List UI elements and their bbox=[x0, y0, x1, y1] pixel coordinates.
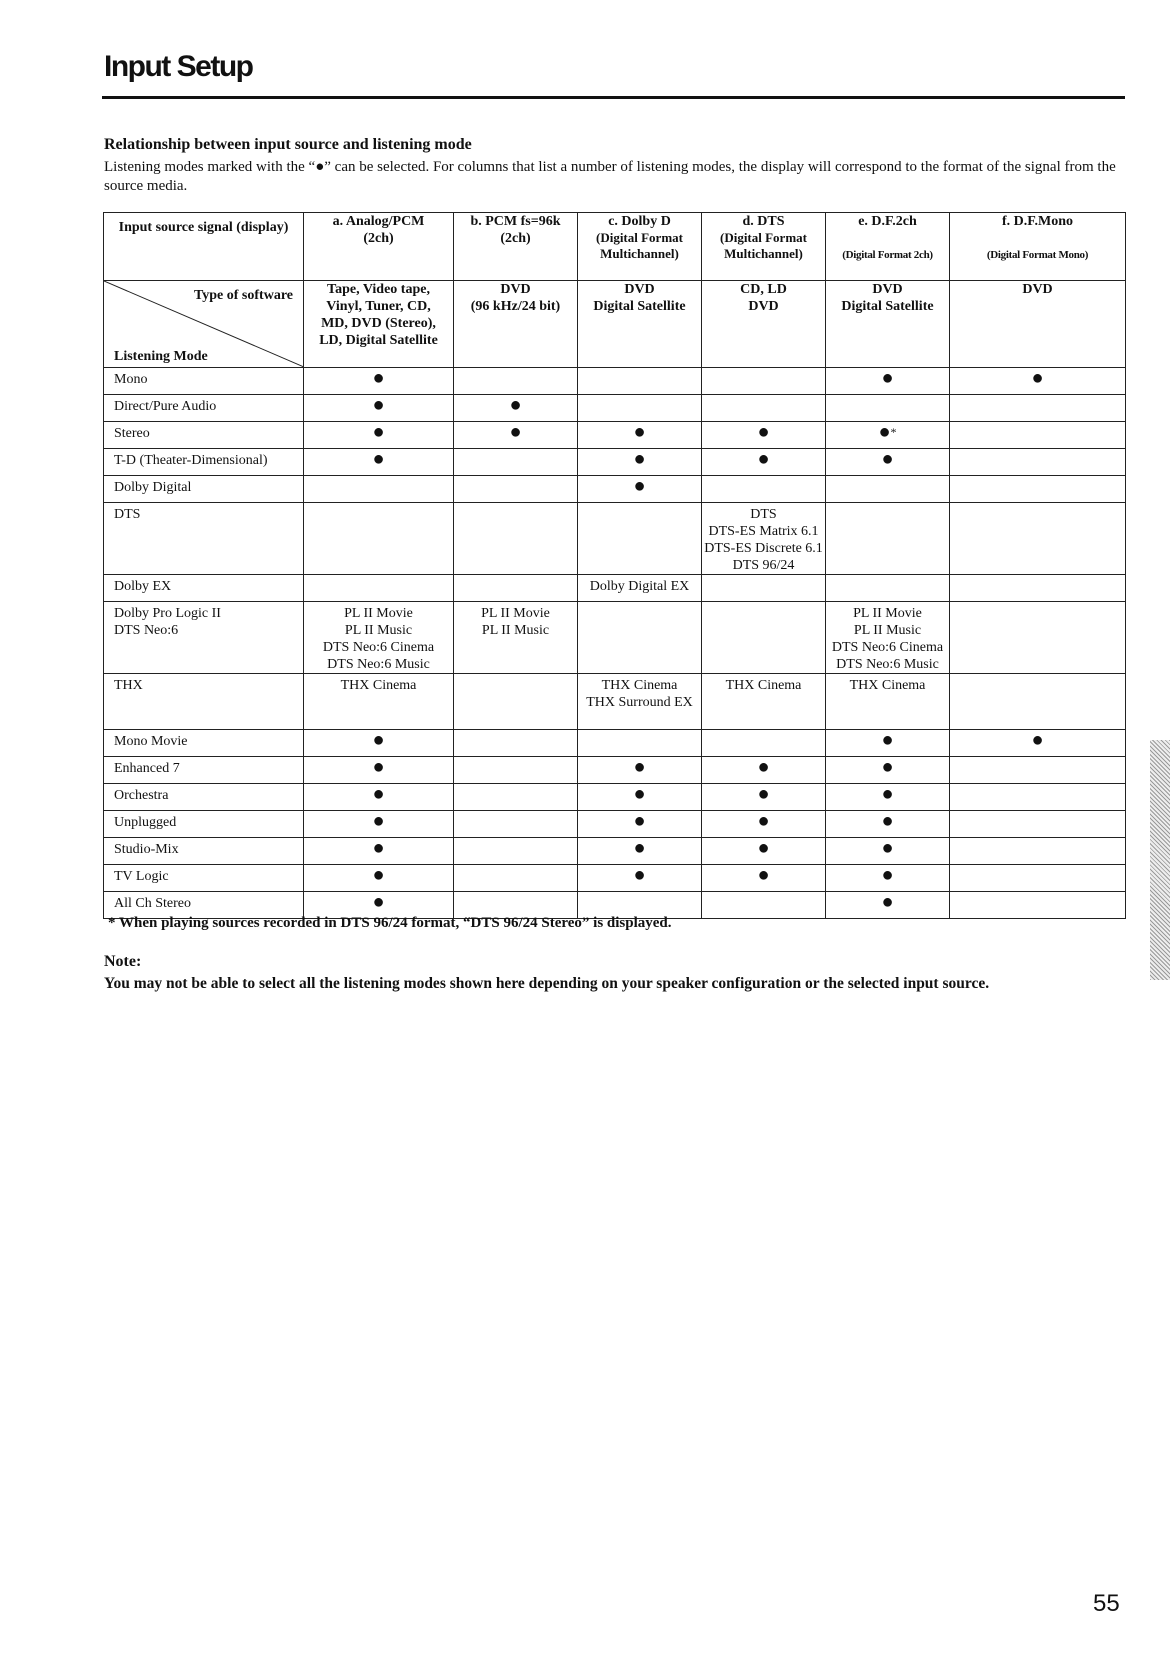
mode-row-mono-movie bbox=[104, 730, 1126, 757]
column-header-b: b. PCM fs=96k (2ch) bbox=[454, 213, 578, 281]
software-c: DVD Digital Satellite bbox=[578, 281, 702, 368]
mode-name: Stereo bbox=[104, 422, 304, 449]
mode-name-pair: Dolby Pro Logic II DTS Neo:6 bbox=[104, 602, 304, 674]
bullet: ● bbox=[578, 838, 702, 865]
bullet: ● bbox=[702, 422, 826, 449]
bullet: ● bbox=[304, 395, 454, 422]
mode-name: Orchestra bbox=[104, 784, 304, 811]
type-of-software-label: Type of software bbox=[193, 288, 293, 303]
input-source-header: Input source signal (display) bbox=[104, 213, 304, 281]
page-number: 55 bbox=[1093, 1590, 1120, 1617]
side-index-tab bbox=[1150, 740, 1170, 980]
mode-row-stereo bbox=[104, 422, 1126, 449]
mode-row-dolby-ex bbox=[104, 575, 1126, 602]
bullet: ● bbox=[950, 368, 1126, 395]
bullet: ● bbox=[304, 368, 454, 395]
mode-row-mono bbox=[104, 368, 1126, 395]
bullet: ● bbox=[826, 811, 950, 838]
title-rule bbox=[102, 96, 1125, 99]
dts-mode-list: DTS DTS-ES Matrix 6.1 DTS-ES Discrete 6.1 DTS 96/24 bbox=[702, 503, 826, 575]
pl2-modes-a: PL II Movie PL II Music DTS Neo:6 Cinema DTS Neo:6 Music bbox=[304, 602, 454, 674]
software-b: DVD (96 kHz/24 bit) bbox=[454, 281, 578, 368]
bullet: ● bbox=[826, 838, 950, 865]
bullet: ● bbox=[702, 865, 826, 892]
bullet: ● bbox=[304, 757, 454, 784]
column-header-f: f. D.F.Mono (Digital Format Mono) bbox=[950, 213, 1126, 281]
bullet: ● bbox=[826, 865, 950, 892]
mode-row-enhanced7 bbox=[104, 757, 1126, 784]
bullet: ● bbox=[578, 757, 702, 784]
page-title: Input Setup bbox=[104, 50, 253, 83]
mode-name: DTS bbox=[104, 503, 304, 575]
software-e: DVD Digital Satellite bbox=[826, 281, 950, 368]
bullet-with-asterisk: ●* bbox=[826, 422, 950, 449]
mode-row-pl2 bbox=[104, 602, 1126, 674]
mode-name: Studio-Mix bbox=[104, 838, 304, 865]
bullet: ● bbox=[578, 422, 702, 449]
bullet: ● bbox=[702, 838, 826, 865]
note-label: Note: bbox=[104, 953, 142, 970]
bullet: ● bbox=[826, 892, 950, 919]
mode-name: Dolby Digital bbox=[104, 476, 304, 503]
note-text: You may not be able to select all the listening modes shown here depending on your speaker configuration or the selected input source. bbox=[104, 975, 990, 992]
thx-mode-e: THX Cinema bbox=[826, 674, 950, 730]
column-header-e: e. D.F.2ch (Digital Format 2ch) bbox=[826, 213, 950, 281]
thx-mode-d: THX Cinema bbox=[702, 674, 826, 730]
bullet: ● bbox=[702, 449, 826, 476]
bullet: ● bbox=[304, 784, 454, 811]
mode-row-direct bbox=[104, 395, 1126, 422]
section-heading: Relationship between input source and listening mode bbox=[104, 136, 472, 153]
bullet: ● bbox=[702, 784, 826, 811]
listening-mode-table bbox=[103, 212, 1126, 919]
mode-name: Unplugged bbox=[104, 811, 304, 838]
software-row bbox=[104, 281, 1126, 368]
column-header-c: c. Dolby D (Digital Format Multichannel) bbox=[578, 213, 702, 281]
pl2-modes-e: PL II Movie PL II Music DTS Neo:6 Cinema DTS Neo:6 Music bbox=[826, 602, 950, 674]
header-row bbox=[104, 213, 1126, 281]
bullet: ● bbox=[304, 422, 454, 449]
bullet: ● bbox=[454, 422, 578, 449]
footnote: * When playing sources recorded in DTS 96/24 format, “DTS 96/24 Stereo” is displayed. bbox=[108, 915, 672, 931]
mode-name: Dolby EX bbox=[104, 575, 304, 602]
dolby-ex-mode: Dolby Digital EX bbox=[578, 575, 702, 602]
bullet: ● bbox=[578, 784, 702, 811]
mode-row-unplugged bbox=[104, 811, 1126, 838]
mode-name: All Ch Stereo bbox=[104, 892, 304, 919]
mode-row-orchestra bbox=[104, 784, 1126, 811]
type-corner-cell bbox=[104, 281, 304, 368]
mode-name: Mono bbox=[104, 368, 304, 395]
mode-name: TV Logic bbox=[104, 865, 304, 892]
mode-name: Enhanced 7 bbox=[104, 757, 304, 784]
bullet: ● bbox=[578, 476, 702, 503]
mode-row-dolby-digital bbox=[104, 476, 1126, 503]
bullet: ● bbox=[578, 811, 702, 838]
intro-paragraph: Listening modes marked with the “●” can be selected. For columns that list a number of listening modes, the display will correspond to the format of the signal from the source media. bbox=[104, 159, 1116, 194]
software-a: Tape, Video tape, Vinyl, Tuner, CD, MD, DVD (Stereo), LD, Digital Satellite bbox=[304, 281, 454, 368]
bullet: ● bbox=[826, 368, 950, 395]
bullet: ● bbox=[304, 865, 454, 892]
pl2-modes-b: PL II Movie PL II Music bbox=[454, 602, 578, 674]
listening-mode-label: Listening Mode bbox=[114, 349, 208, 364]
bullet: ● bbox=[454, 395, 578, 422]
mode-row-dts bbox=[104, 503, 1126, 575]
bullet: ● bbox=[578, 865, 702, 892]
mode-row-thx bbox=[104, 674, 1126, 730]
bullet: ● bbox=[304, 449, 454, 476]
bullet: ● bbox=[950, 730, 1126, 757]
mode-row-td bbox=[104, 449, 1126, 476]
bullet: ● bbox=[578, 449, 702, 476]
thx-mode-a: THX Cinema bbox=[304, 674, 454, 730]
bullet: ● bbox=[702, 757, 826, 784]
asterisk-mark: * bbox=[890, 425, 897, 439]
bullet: ● bbox=[826, 784, 950, 811]
software-f: DVD bbox=[950, 281, 1126, 368]
bullet: ● bbox=[304, 730, 454, 757]
column-header-a: a. Analog/PCM (2ch) bbox=[304, 213, 454, 281]
mode-row-studio-mix bbox=[104, 838, 1126, 865]
mode-name: T-D (Theater-Dimensional) bbox=[104, 449, 304, 476]
thx-modes-c: THX Cinema THX Surround EX bbox=[578, 674, 702, 730]
bullet: ● bbox=[826, 449, 950, 476]
mode-row-tv-logic bbox=[104, 865, 1126, 892]
mode-name: Mono Movie bbox=[104, 730, 304, 757]
bullet: ● bbox=[702, 811, 826, 838]
column-header-d: d. DTS (Digital Format Multichannel) bbox=[702, 213, 826, 281]
bullet: ● bbox=[304, 892, 454, 919]
mode-name: THX bbox=[104, 674, 304, 730]
mode-name: Direct/Pure Audio bbox=[104, 395, 304, 422]
software-d: CD, LD DVD bbox=[702, 281, 826, 368]
bullet: ● bbox=[826, 757, 950, 784]
bullet: ● bbox=[826, 730, 950, 757]
bullet: ● bbox=[304, 811, 454, 838]
bullet: ● bbox=[304, 838, 454, 865]
